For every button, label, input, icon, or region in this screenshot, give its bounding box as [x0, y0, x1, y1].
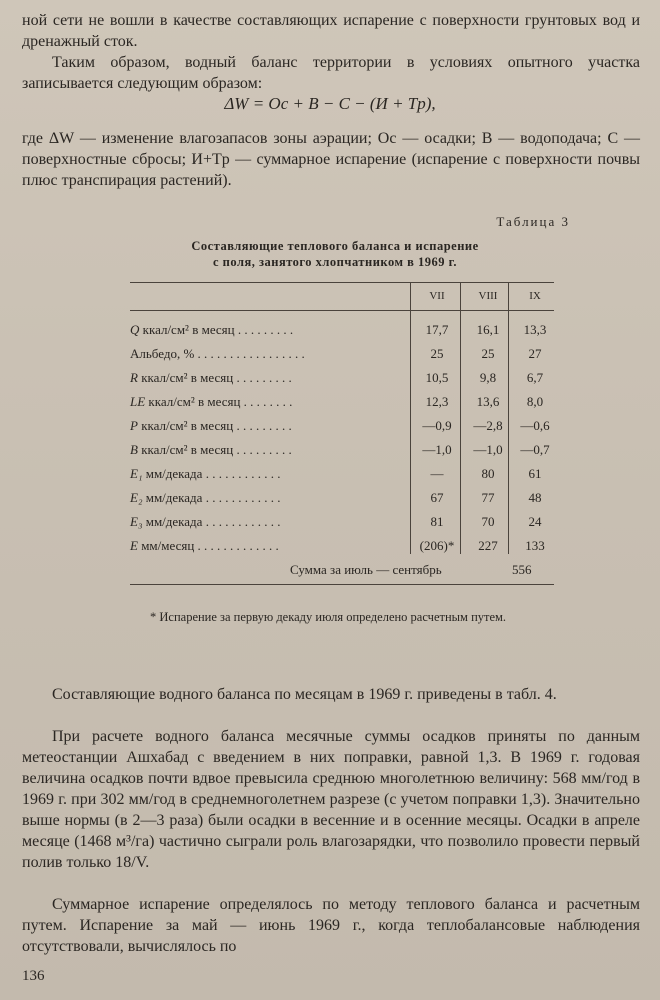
- cell-ix: —0,6: [520, 418, 550, 433]
- table-row: [130, 466, 560, 486]
- table-header-viii: VIII: [478, 290, 498, 302]
- cell-viii: 13,6: [476, 394, 500, 409]
- cell-viii: 16,1: [476, 322, 500, 337]
- table-row: [130, 370, 560, 390]
- cell-viii: 70: [481, 514, 495, 529]
- cell-ix: 24: [528, 514, 542, 529]
- table-row: [130, 514, 560, 534]
- table-caption: Таблица 3: [496, 214, 570, 229]
- paragraph-evaporation: Суммарное испарение определялось по методу теплового баланса и расчетным путем. Испарение за май — июнь 1969 г., когда теплобалансовые наблюдения отсутствовали, вычислялось по: [22, 896, 640, 955]
- table-title-line2: с поля, занятого хлопчатником в 1969 г.: [212, 255, 457, 269]
- table-row: [130, 418, 560, 438]
- cell-ix: 13,3: [523, 322, 547, 337]
- row-label: P ккал/см² в месяц . . . . . . . . .: [130, 418, 292, 433]
- row-label: LE ккал/см² в месяц . . . . . . . .: [130, 394, 293, 409]
- page-number: 136: [22, 968, 45, 984]
- paragraph-precipitation: При расчете водного баланса месячные суммы осадков приняты по данным метеостанции Ашхабад с введением в них поправки, равной 1,3. В 1969 г. годовая величина осадков почти вдвое превысила среднюю многолетнюю величину: 568 мм/год в 1969 г. при 302 мм/год в среднемноголетнем разрезе (с учетом поправки 1,3). Значительно выше нормы (в 2—3 раза) были осадки в весенние и в осенние месяцы. Осадки в апреле месяце (1468 м³/га) частично сыграли роль влагозарядки, что позволило провести первый полив только 18/V.: [22, 728, 640, 871]
- cell-vii: —1,0: [422, 442, 452, 457]
- cell-vii: —0,9: [422, 418, 452, 433]
- cell-ix: 133: [525, 538, 545, 553]
- cell-vii: 10,5: [425, 370, 449, 385]
- cell-vii: 67: [430, 490, 444, 505]
- row-label: E₃ мм/декада . . . . . . . . . . . .: [130, 514, 281, 529]
- water-balance-formula: ΔW = Oc + B − C − (И + Tp),: [224, 94, 436, 113]
- table-header-ix: IX: [529, 290, 541, 302]
- row-label: R ккал/см² в месяц . . . . . . . . .: [130, 370, 292, 385]
- row-label: B ккал/см² в месяц . . . . . . . . .: [130, 442, 292, 457]
- row-label: Q ккал/см² в месяц . . . . . . . . .: [130, 322, 294, 337]
- cell-ix: 48: [528, 490, 542, 505]
- cell-ix: 61: [528, 466, 542, 481]
- table-sum-label: Сумма за июль — сентябрь: [290, 562, 442, 577]
- paragraph-continued: ной сети не вошли в качестве составляющих испарение с поверхности грунтовых вод и дренажный сток.: [22, 12, 640, 50]
- table-row: [130, 538, 560, 558]
- table-row: [130, 346, 560, 366]
- paragraph-table4-ref: Составляющие водного баланса по месяцам в 1969 г. приведены в табл. 4.: [52, 686, 557, 703]
- cell-vii: 17,7: [425, 322, 449, 337]
- cell-vii: 81: [430, 514, 444, 529]
- cell-viii: 25: [481, 346, 495, 361]
- table-title: [100, 238, 570, 270]
- table-title-line1: Составляющие теплового баланса и испарение: [191, 239, 479, 253]
- table-row: [130, 490, 560, 510]
- table-header-vii: VII: [429, 290, 445, 302]
- table-footnote: * Испарение за первую декаду июля определено расчетным путем.: [150, 610, 507, 624]
- table-sum-value: 556: [512, 562, 532, 577]
- cell-viii: 227: [478, 538, 498, 553]
- row-label: E₂ мм/декада . . . . . . . . . . . .: [130, 490, 281, 505]
- cell-vii: (206)*: [419, 538, 455, 553]
- cell-ix: 8,0: [526, 394, 544, 409]
- table-row: [130, 394, 560, 414]
- cell-viii: —2,8: [473, 418, 503, 433]
- cell-viii: 77: [481, 490, 495, 505]
- table-row: [130, 442, 560, 462]
- paragraph-balance-intro: Таким образом, водный баланс территории в условиях опытного участка записывается следующим образом:: [22, 54, 640, 92]
- cell-viii: 80: [481, 466, 495, 481]
- cell-vii: 25: [430, 346, 444, 361]
- cell-vii: —: [430, 466, 444, 481]
- cell-viii: —1,0: [473, 442, 503, 457]
- cell-ix: —0,7: [520, 442, 550, 457]
- table-header-rule: [130, 310, 554, 311]
- row-label: E₁ мм/декада . . . . . . . . . . . .: [130, 466, 281, 481]
- row-label: Альбедо, % . . . . . . . . . . . . . . . . .: [130, 346, 305, 361]
- table-top-rule: [130, 282, 554, 283]
- cell-ix: 6,7: [526, 370, 544, 385]
- cell-viii: 9,8: [479, 370, 497, 385]
- table-row: [130, 322, 560, 342]
- table-bottom-rule: [130, 584, 554, 585]
- cell-ix: 27: [528, 346, 542, 361]
- paragraph-definitions: где ΔW — изменение влагозапасов зоны аэрации; Oc — осадки; B — водоподача; C — поверхностные сбросы; И+Tp — суммарное испарение (испарение с поверхности почвы плюс транспирация растений).: [22, 130, 641, 189]
- cell-vii: 12,3: [425, 394, 449, 409]
- row-label: E мм/месяц . . . . . . . . . . . . .: [130, 538, 279, 553]
